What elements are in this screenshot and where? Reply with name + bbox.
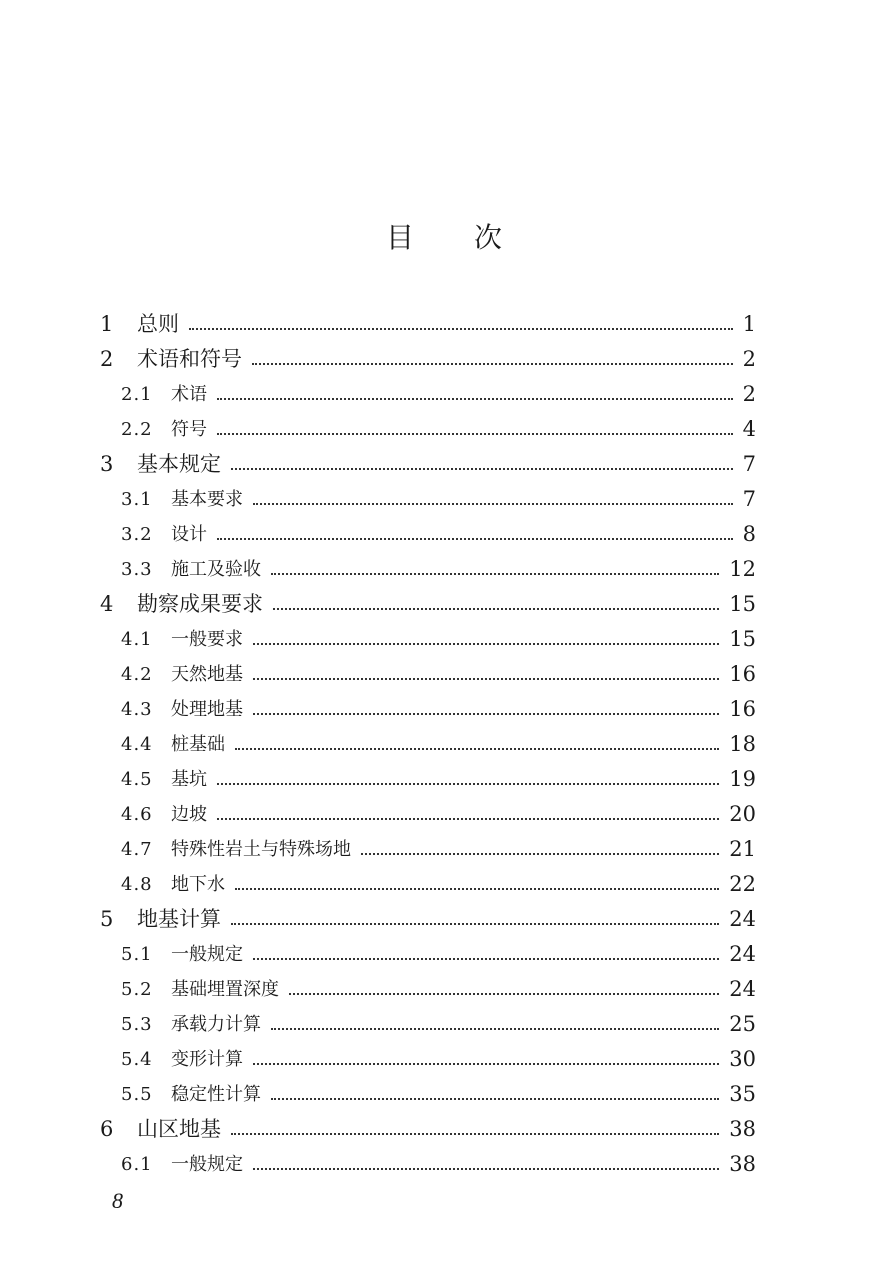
toc-entry-title: 符号 [171,419,207,440]
toc-entry-number: 4.8 [121,874,153,895]
toc-entry-number: 4.5 [121,769,153,790]
dot-leader [231,468,733,470]
toc-entry-title: 处理地基 [171,699,243,720]
toc-entry-page: 21 [729,837,756,861]
dot-leader [231,923,719,925]
toc-entry-page: 15 [729,627,756,651]
toc-entry-page: 4 [742,417,756,441]
toc-entry-page: 35 [729,1082,756,1106]
dot-leader [271,573,719,575]
page-title: 目次 [385,221,562,254]
toc-entry-title: 基本要求 [171,489,243,510]
toc-entry-title: 桩基础 [171,734,225,755]
toc-entry-page: 2 [742,347,756,371]
toc-entry[interactable] [0,622,888,657]
toc-entry[interactable] [0,1007,888,1042]
toc-entry-number: 2.2 [121,419,153,440]
toc-entry-number: 6 [100,1117,114,1141]
toc-entry-page: 16 [729,697,756,721]
toc-entry-number: 1 [100,312,114,336]
dot-leader [273,608,719,610]
toc-entry-title: 设计 [171,524,207,545]
dot-leader [235,888,719,890]
toc-entry-number: 2.1 [121,384,153,405]
toc-entry-title: 承载力计算 [171,1014,261,1035]
toc-entry-page: 24 [729,907,756,931]
dot-leader [253,503,733,505]
toc-entry-title: 边坡 [171,804,207,825]
dot-leader [253,1063,719,1065]
toc-entry-page: 30 [729,1047,756,1071]
toc-entry-number: 5.5 [121,1084,153,1105]
toc-entry-title: 稳定性计算 [171,1084,261,1105]
dot-leader [231,1133,719,1135]
toc-entry[interactable] [0,307,888,342]
toc-entry-number: 5.3 [121,1014,153,1035]
toc-entry[interactable] [0,412,888,447]
toc-entry[interactable] [0,727,888,762]
toc-entry[interactable] [0,1077,888,1112]
toc-entry-title: 施工及验收 [171,559,261,580]
toc-entry-number: 4.1 [121,629,153,650]
toc-entry-page: 19 [729,767,756,791]
toc-entry-title: 特殊性岩土与特殊场地 [171,839,351,860]
toc-entry-page: 12 [729,557,756,581]
toc-entry-number: 4 [100,592,114,616]
toc-entry[interactable] [0,482,888,517]
toc-entry-number: 4.6 [121,804,153,825]
toc-entry-title: 基本规定 [137,452,221,476]
toc-entry[interactable] [0,867,888,902]
toc-entry-title: 一般规定 [171,944,243,965]
toc-entry-page: 22 [729,872,756,896]
dot-leader [271,1028,719,1030]
toc-entry-number: 4.4 [121,734,153,755]
toc-entry-title: 勘察成果要求 [137,592,263,616]
toc-entry-page: 7 [742,487,756,511]
toc-entry-title: 山区地基 [137,1117,221,1141]
toc-entry-title: 天然地基 [171,664,243,685]
toc-entry-page: 20 [729,802,756,826]
toc-entry-page: 16 [729,662,756,686]
toc-entry-number: 4.3 [121,699,153,720]
toc-entry[interactable] [0,587,888,622]
toc-entry-number: 5.4 [121,1049,153,1070]
toc-entry[interactable] [0,552,888,587]
toc-entry-number: 3 [100,452,114,476]
toc-entry[interactable] [0,1042,888,1077]
toc-entry[interactable] [0,657,888,692]
toc-entry-page: 1 [742,312,756,336]
toc-entry-number: 4.2 [121,664,153,685]
toc-entry-page: 38 [729,1152,756,1176]
dot-leader [217,783,719,785]
toc-entry-title: 基坑 [171,769,207,790]
toc-entry-page: 25 [729,1012,756,1036]
toc-entry-title: 术语 [171,384,207,405]
dot-leader [217,538,733,540]
toc-entry-page: 2 [742,382,756,406]
toc-entry[interactable] [0,517,888,552]
toc-entry-number: 3.2 [121,524,153,545]
toc-entry[interactable] [0,1147,888,1182]
dot-leader [253,713,719,715]
toc-entry-page: 38 [729,1117,756,1141]
toc-entry-title: 地下水 [171,874,225,895]
toc-entry[interactable] [0,902,888,937]
dot-leader [217,398,733,400]
dot-leader [253,678,719,680]
dot-leader [189,328,733,330]
toc-entry[interactable] [0,1112,888,1147]
toc-entry[interactable] [0,447,888,482]
toc-entry[interactable] [0,937,888,972]
toc-entry-title: 术语和符号 [137,347,242,371]
toc-entry[interactable] [0,972,888,1007]
dot-leader [217,818,719,820]
toc-entry-number: 5 [100,907,114,931]
dot-leader [271,1098,719,1100]
toc-entry-number: 3.1 [121,489,153,510]
toc-entry-page: 24 [729,977,756,1001]
toc-entry-page: 7 [742,452,756,476]
toc-entry[interactable] [0,797,888,832]
toc-entry-number: 3.3 [121,559,153,580]
toc-entry-title: 一般规定 [171,1154,243,1175]
dot-leader [361,853,719,855]
toc-entry-title: 一般要求 [171,629,243,650]
toc-entry-page: 24 [729,942,756,966]
toc-entry-title: 总则 [137,312,179,336]
dot-leader [289,993,719,995]
toc-entry[interactable] [0,832,888,867]
dot-leader [235,748,719,750]
toc-entry-title: 地基计算 [137,907,221,931]
dot-leader [253,643,719,645]
toc-entry-title: 基础埋置深度 [171,979,279,1000]
page-number: 8 [112,1188,123,1213]
toc-entry[interactable] [0,377,888,412]
toc-entry[interactable] [0,692,888,727]
toc-entry-page: 8 [742,522,756,546]
dot-leader [252,363,733,365]
toc-entry[interactable] [0,342,888,377]
toc-entry[interactable] [0,762,888,797]
toc-entry-number: 5.2 [121,979,153,1000]
dot-leader [253,1168,719,1170]
toc-entry-page: 15 [729,592,756,616]
toc-entry-number: 5.1 [121,944,153,965]
toc-entry-number: 4.7 [121,839,153,860]
toc-entry-number: 6.1 [121,1154,153,1175]
toc-entry-title: 变形计算 [171,1049,243,1070]
toc-entry-page: 18 [729,732,756,756]
dot-leader [253,958,719,960]
toc-entry-number: 2 [100,347,114,371]
dot-leader [217,433,733,435]
